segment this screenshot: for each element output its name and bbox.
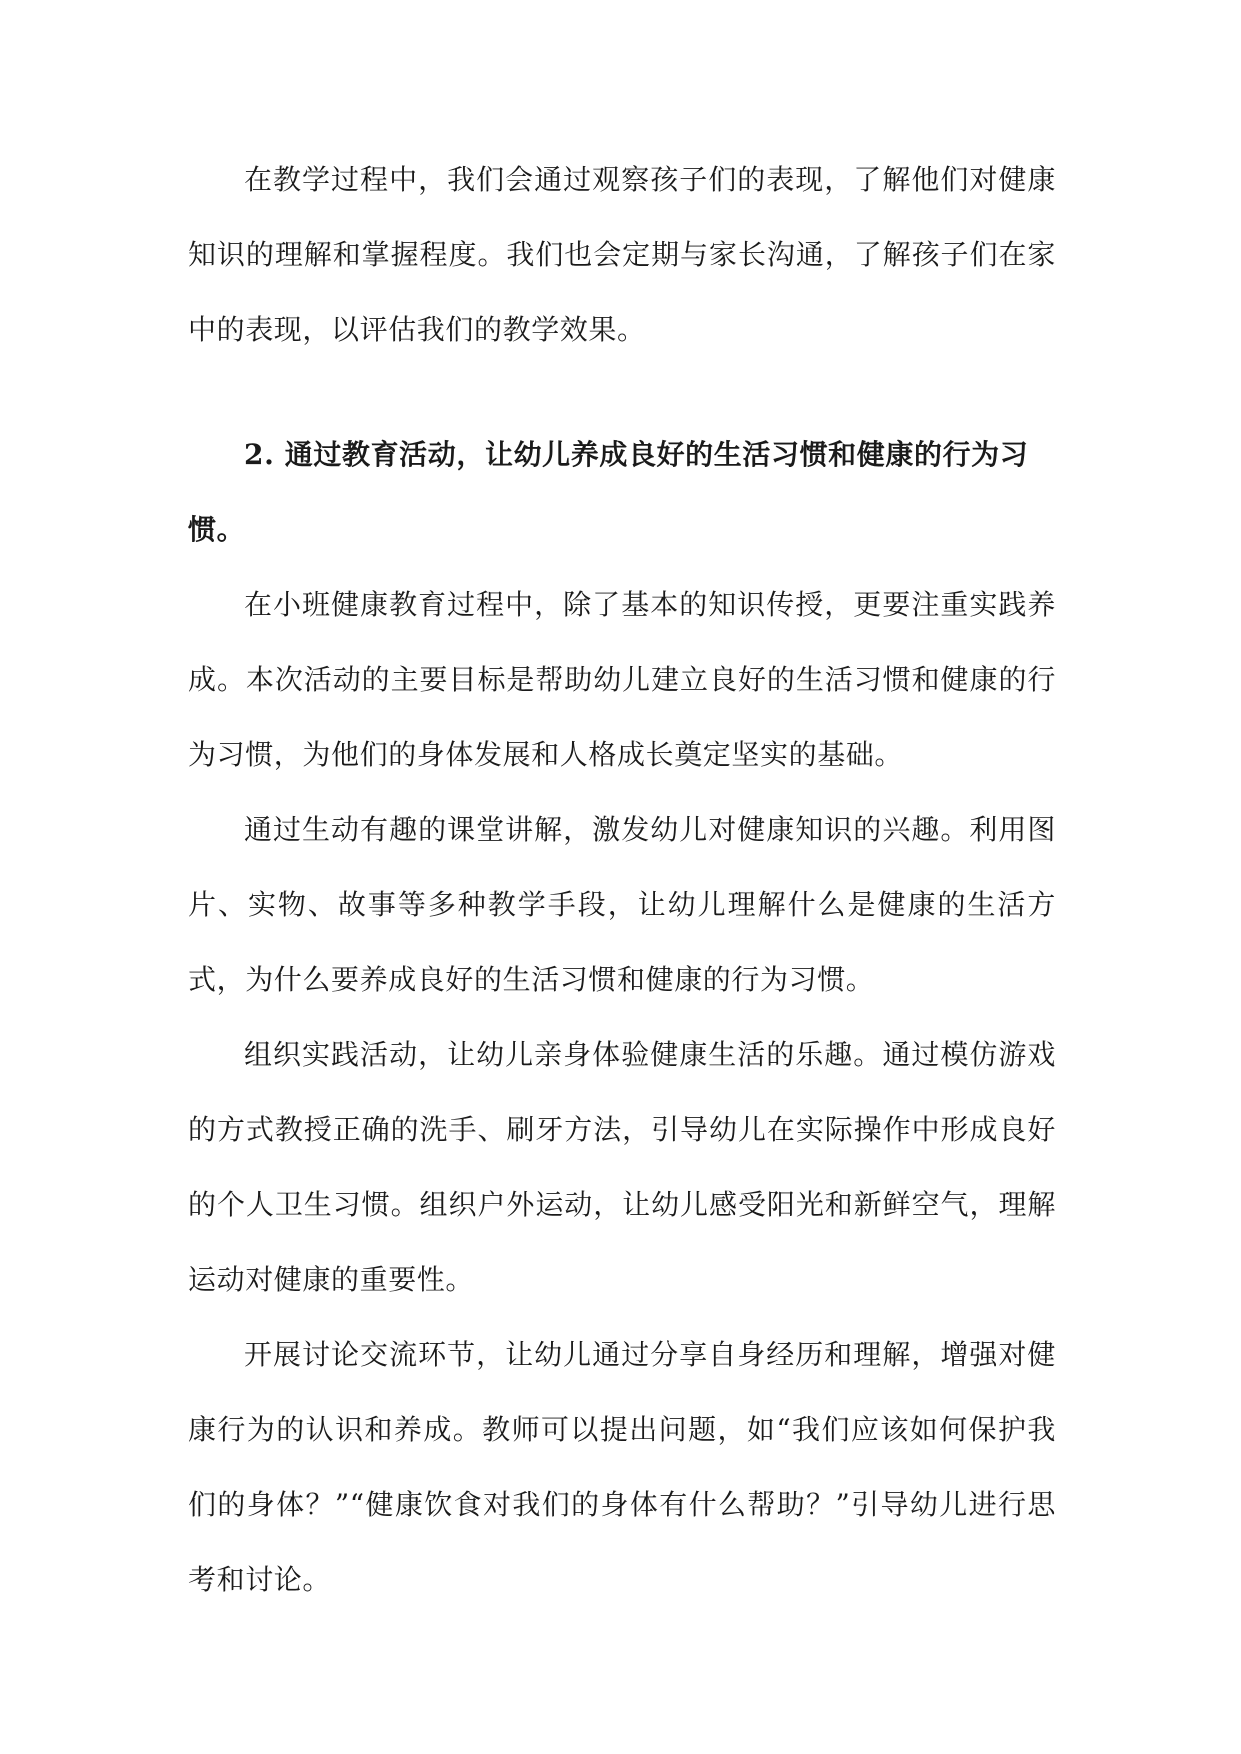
paragraph-teaching-evaluation: 在教学过程中，我们会通过观察孩子们的表现，了解他们对健康知识的理解和掌握程度。我们也会定期与家长沟通，了解孩子们在家中的表现，以评估我们的教学效果。 [188,163,1056,346]
paragraph-practice-activities: 组织实践活动，让幼儿亲身体验健康生活的乐趣。通过模仿游戏的方式教授正确的洗手、刷牙方法，引导幼儿在实际操作中形成良好的个人卫生习惯。组织户外运动，让幼儿感受阳光和新鲜空气，理解运动对健康的重要性。 [188,1038,1056,1296]
paragraph-practice-goal: 在小班健康教育过程中，除了基本的知识传授，更要注重实践养成。本次活动的主要目标是帮助幼儿建立良好的生活习惯和健康的行为习惯，为他们的身体发展和人格成长奠定坚实的基础。 [188,588,1056,771]
document-body [188,142,1056,1617]
paragraph-classroom-explanation: 通过生动有趣的课堂讲解，激发幼儿对健康知识的兴趣。利用图片、实物、故事等多种教学手段，让幼儿理解什么是健康的生活方式，为什么要养成良好的生活习惯和健康的行为习惯。 [188,813,1056,996]
section-heading-2: 2. 通过教育活动，让幼儿养成良好的生活习惯和健康的行为习惯。 [188,438,1029,546]
paragraph-discussion: 开展讨论交流环节，让幼儿通过分享自身经历和理解，增强对健康行为的认识和养成。教师可以提出问题，如“我们应该如何保护我们的身体？”“健康饮食对我们的身体有什么帮助？”引导幼儿进行思考和讨论。 [188,1338,1056,1596]
